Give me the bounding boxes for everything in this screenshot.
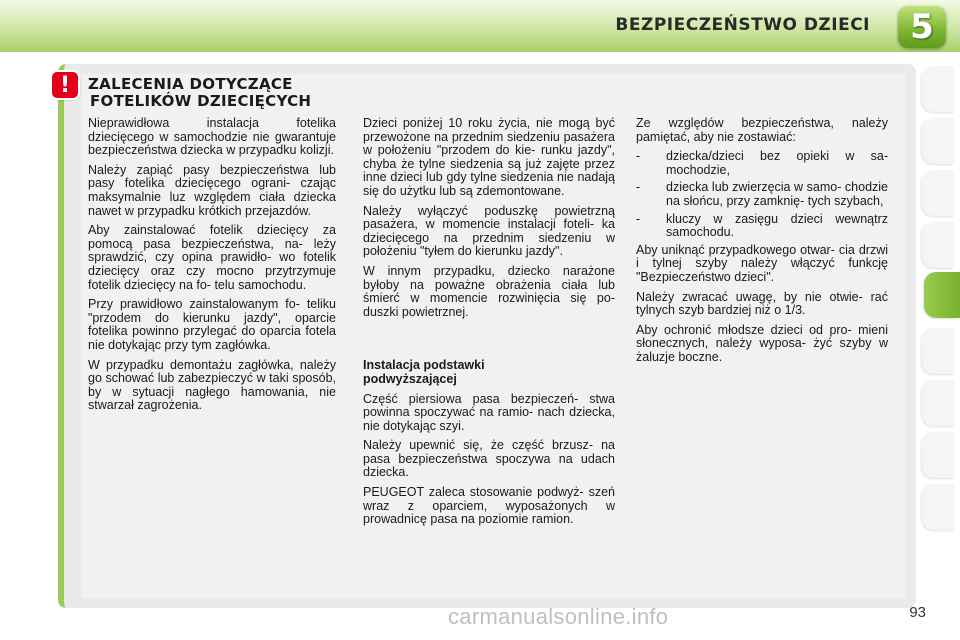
- chapter-number-badge: 5: [898, 6, 946, 48]
- list-item: [636, 181, 888, 208]
- list-dash: -: [636, 180, 641, 195]
- paragraph: Aby ochronić młodsze dzieci od pro- mieni słonecznych, należy wyposa- żyć szyby w żaluzje boczne.: [636, 322, 888, 364]
- paragraph: Aby zainstalować fotelik dziecięcy za pomocą pasa bezpieczeństwa, na- leży sprawdzić, czy opina prawidło- wo fotelik dziecięcy oraz czy mocno przytrzymuje fotelik dziecięcy na fo- telu samochodu.: [88, 223, 336, 292]
- text-column-2: [363, 117, 615, 533]
- subheading-line2: podwyższającej: [363, 371, 457, 386]
- paragraph: Należy wyłączyć poduszkę powietrzną pasażera, w momencie instalacji foteli- ka dziecięcego na przednim siedzeniu w położeniu "tyłem do kierunku jazdy".: [363, 203, 615, 259]
- section-title: [88, 76, 348, 110]
- list-item-text: dziecka/dzieci bez opieki w sa- mochodzie,: [666, 149, 888, 177]
- chapter-tab[interactable]: [922, 328, 954, 374]
- chapter-tab[interactable]: [922, 222, 954, 268]
- chapter-tabs: [920, 66, 960, 576]
- paragraph: Część piersiowa pasa bezpieczeń- stwa powinna spoczywać na ramio- nach dziecka, nie dotykając szyi.: [363, 391, 615, 433]
- paragraph: Należy upewnić się, że część brzusz- na pasa bezpieczeństwa spoczywa na udach dziecka.: [363, 438, 615, 480]
- paragraph: Aby uniknąć przypadkowego otwar- cia drzwi i tylnej szyby należy włączyć funkcję "Bezpieczeństwo dzieci".: [636, 242, 888, 284]
- warning-icon: !: [52, 72, 78, 98]
- chapter-title: BEZPIECZEŃSTWO DZIECI: [615, 15, 870, 35]
- list-item-text: kluczy w zasięgu dzieci wewnątrz samochodu.: [666, 211, 888, 240]
- paragraph: Dzieci poniżej 10 roku życia, nie mogą być przewożone na przednim siedzeniu pasażera w położeniu "przodem do kie- runku jazdy", chyba że tylne siedzenia są już zajęte przez inne dzieci lub gdy tylne siedzenia nie nadają się do użytku lub są zdemontowane.: [363, 116, 615, 198]
- paragraph: PEUGEOT zaleca stosowanie podwyż- szeń wraz z oparciem, wyposażonych w prowadnicę pasa na poziomie ramion.: [363, 485, 615, 527]
- list-dash: -: [636, 211, 641, 226]
- chapter-tab-active[interactable]: [924, 272, 960, 318]
- paragraph: Należy zapiąć pasy bezpieczeństwa lub pasy fotelika dziecięcego ograni- czając maksymalnie luz względem ciała dziecka nawet w przypadku krótkich przejazdów.: [88, 162, 336, 218]
- list-item-text: dziecka lub zwierzęcia w samo- chodzie na słońcu, przy zamknię- tych szybach,: [666, 180, 888, 208]
- page-header: [0, 0, 960, 52]
- chapter-tab[interactable]: [922, 118, 954, 164]
- text-column-1: [88, 117, 336, 419]
- section-title-line1: ZALECENIA DOTYCZĄCE: [88, 75, 293, 93]
- list-item: [636, 213, 888, 240]
- subheading-line1: Instalacja podstawki: [363, 358, 485, 373]
- subheading: [363, 359, 615, 386]
- paragraph: W innym przypadku, dziecko narażone byłoby na poważne obrażenia ciała lub śmierć w momencie rozwinięcia się po- duszki powietrznej.: [363, 263, 615, 319]
- list-dash: -: [636, 149, 641, 164]
- chapter-tab[interactable]: [922, 432, 954, 478]
- watermark: carmanualsonline.info: [448, 604, 669, 629]
- paragraph: Ze względów bezpieczeństwa, należy pamiętać, aby nie zostawiać:: [636, 116, 888, 144]
- chapter-tab[interactable]: [922, 380, 954, 426]
- paragraph: Należy zwracać uwagę, by nie otwie- rać tylnych szyb bardziej niż o 1/3.: [636, 289, 888, 318]
- page-number: 93: [909, 604, 926, 621]
- paragraph: Przy prawidłowo zainstalowanym fo- teliku "przodem do kierunku jazdy", oparcie fotelika powinno przylegać do oparcia fotela nie dotykając przy tym zagłówka.: [88, 297, 336, 352]
- chapter-tab[interactable]: [922, 170, 954, 216]
- paragraph: Nieprawidłowa instalacja fotelika dziecięcego w samochodzie nie gwarantuje bezpieczeństwa dziecka w przypadku kolizji.: [88, 116, 336, 158]
- paragraph: W przypadku demontażu zagłówka, należy go schować lub zabezpieczyć w taki sposób, by w sytuacji nagłego hamowania, nie stwarzał zagrożenia.: [88, 357, 336, 413]
- section-title-line2: FOTELIKÓW DZIECIĘCYCH: [90, 92, 312, 110]
- list-item: [636, 150, 888, 177]
- chapter-tab[interactable]: [922, 484, 954, 530]
- chapter-tab[interactable]: [922, 66, 954, 112]
- text-column-3: [636, 117, 888, 371]
- spacer: [363, 325, 615, 359]
